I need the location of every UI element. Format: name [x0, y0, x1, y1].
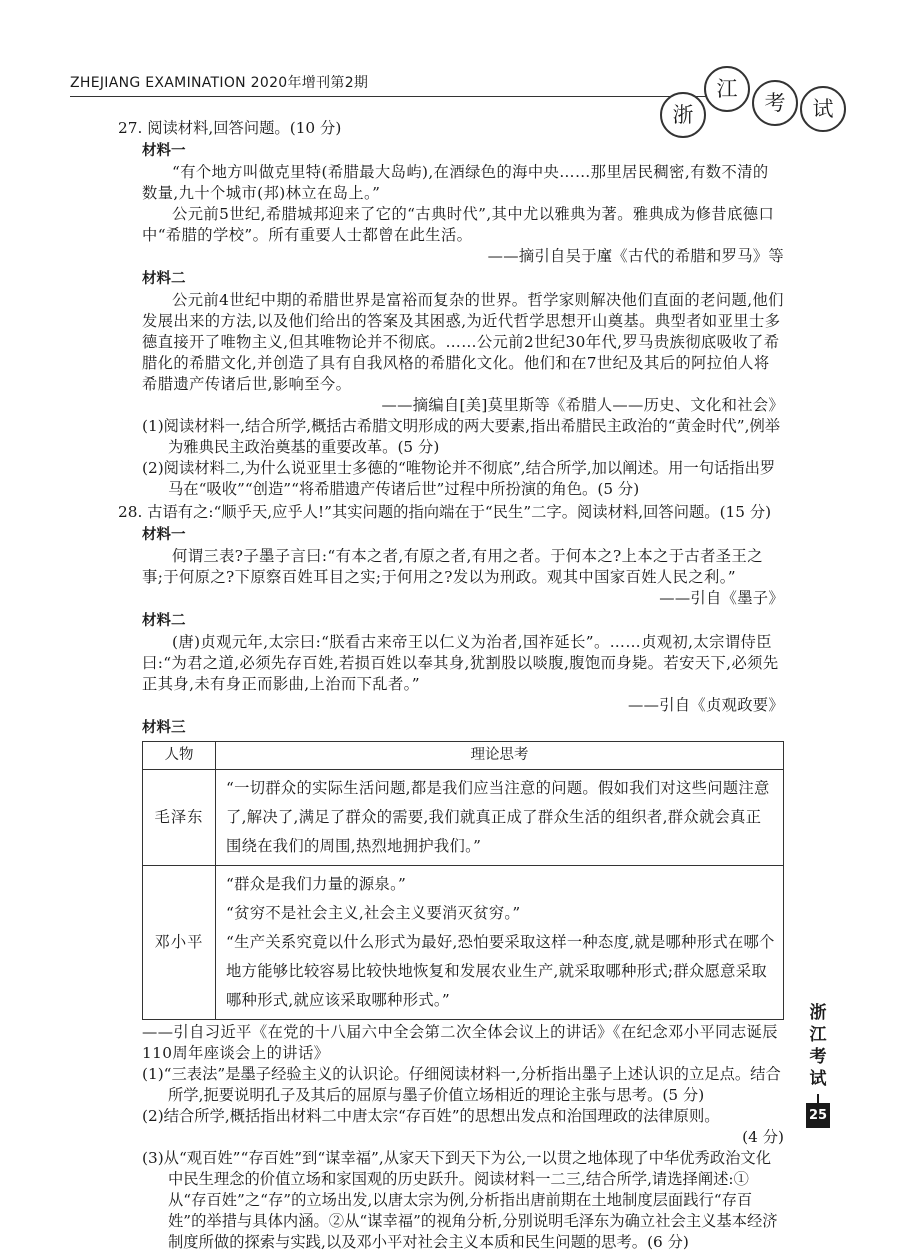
seal-char-3: 考 — [752, 80, 798, 126]
q28-subquestion-2: (2)结合所学,概括指出材料二中唐太宗“存百姓”的思想出发点和治国理政的法律原则。 — [142, 1107, 720, 1125]
side-char: 江 — [809, 1025, 827, 1045]
q27-material-1-para-1: “有个地方叫做克里特(希腊最大岛屿),在酒绿色的海中央……那里居民稠密,有数不清的数量,九十个城市(邦)林立在岛上。” — [142, 163, 769, 202]
q28-material-3-label: 材料三 — [142, 720, 186, 736]
q27-stem: 27. 阅读材料,回答问题。(10 分) — [118, 119, 342, 137]
q27-material-1-source: ——摘引自吴于廑《古代的希腊和罗马》等 — [487, 247, 784, 265]
quote-cell — [216, 866, 784, 1020]
seal-char-1: 浙 — [660, 92, 706, 138]
quote-line: “一切群众的实际生活问题,都是我们应当注意的问题。假如我们对这些问题注意了,解决了,满足了群众的需要,我们就真正成了群众生活的组织者,群众就会真正围绕在我们的周围,热烈地拥护我们。” — [226, 779, 770, 855]
q28-material-1-label: 材料一 — [142, 527, 186, 543]
q27-subquestion-1: (1)阅读材料一,结合所学,概括古希腊文明形成的两大要素,指出希腊民主政治的“黄金时代”,例举为雅典民主政治奠基的重要改革。(5 分) — [142, 417, 781, 456]
side-char: 试 — [809, 1069, 827, 1089]
side-char: 考 — [809, 1047, 827, 1067]
person-name: 邓小平 — [143, 866, 216, 1020]
table-row — [143, 770, 784, 866]
quote-line: “群众是我们力量的源泉。” — [226, 875, 407, 893]
seal-char-2: 江 — [704, 66, 750, 112]
q28-subquestion-1: (1)“三表法”是墨子经验主义的认识论。仔细阅读材料一,分析指出墨子上述认识的立足点。结合所学,扼要说明孔子及其后的屈原与墨子价值立场相近的理论主张与思考。(5 分) — [142, 1065, 781, 1104]
side-char: 浙 — [809, 1003, 827, 1023]
q28-material-3-source: ——引自习近平《在党的十八届六中全会第二次全体会议上的讲话》《在纪念邓小平同志诞辰110周年座谈会上的讲话》 — [142, 1023, 778, 1062]
q27-material-2-para-1: 公元前4世纪中期的希腊世界是富裕而复杂的世界。哲学家则解决他们直面的老问题,他们发展出来的方法,以及他们给出的答案及其困惑,为近代哲学思想开山奠基。典型者如亚里士多德直接开了唯物主义,但其唯物论并不彻底。……公元前2世纪30年代,罗马贵族彻底吸收了希腊化的希腊文化,并创造了具有自我风格的希腊化文化。他们和在7世纪及其后的阿拉伯人将希腊遗产传诸后世,影响至今。 — [142, 291, 784, 393]
q27-material-2-label: 材料二 — [142, 271, 186, 287]
seal-char-4: 试 — [800, 86, 846, 132]
quote-line: “生产关系究竟以什么形式为最好,恐怕要采取这样一种态度,就是哪种形式在哪个地方能够比较容易比较快地恢复和发展农业生产,就采取哪种形式;群众愿意采取哪种形式,就应该采取哪种形式。” — [226, 933, 775, 1009]
page-number: 25 — [806, 1103, 830, 1128]
header-rule — [70, 96, 710, 97]
q27-material-1-label: 材料一 — [142, 143, 186, 159]
q28-subquestion-3: (3)从“观百姓”“存百姓”到“谋幸福”,从家天下到天下为公,一以贯之地体现了中华优秀政治文化中民生理念的价值立场和家国观的历史跃升。阅读材料一二三,结合所学,请选择阐述:①从“存百姓”之“存”的立场出发,以唐太宗为例,分析指出唐前期在土地制度层面践行“存百姓”的举措与具体内涵。②从“谋幸福”的视角分析,分别说明毛泽东为确立社会主义基本经济制度所做的探索与实践,以及邓小平对社会主义本质和民生问题的思考。(6 分) — [142, 1149, 778, 1251]
q28-stem: 28. 古语有之:“顺乎天,应乎人!”其实问题的指向端在于“民生”二字。阅读材料,回答问题。(15 分) — [118, 503, 772, 521]
q27-subquestion-2: (2)阅读材料二,为什么说亚里士多德的“唯物论并不彻底”,结合所学,加以阐述。用一句话指出罗马在“吸收”“创造”“将希腊遗产传诸后世”过程中所扮演的角色。(5 分) — [142, 459, 776, 498]
page-content — [118, 116, 784, 1253]
q28-material-2-source: ——引自《贞观政要》 — [628, 696, 784, 714]
person-name: 毛泽东 — [143, 770, 216, 866]
q28-material-1-para-1: 何谓三表?子墨子言曰:“有本之者,有原之者,有用之者。于何本之?上本之于古者圣王之事;于何原之?下原察百姓耳目之实;于何用之?发以为刑政。观其中国家百姓人民之利。” — [142, 547, 763, 586]
table-header-thinking: 理论思考 — [216, 742, 784, 770]
material-3-table — [142, 741, 784, 1020]
q27-material-1-para-2: 公元前5世纪,希腊城邦迎来了它的“古典时代”,其中尤以雅典为著。雅典成为修昔底德口中“希腊的学校”。所有重要人士都曾在此生活。 — [142, 205, 775, 244]
quote-cell — [216, 770, 784, 866]
table-row — [143, 866, 784, 1020]
q27-material-2-source: ——摘编自[美]莫里斯等《希腊人——历史、文化和社会》 — [381, 396, 784, 414]
journal-title: ZHEJIANG EXAMINATION 2020年增刊第2期 — [70, 75, 369, 91]
q28-material-2-para-1: (唐)贞观元年,太宗曰:“朕看古来帝王以仁义为治者,国祚延长”。……贞观初,太宗谓侍臣曰:“为君之道,必须先存百姓,若损百姓以奉其身,犹割股以啖腹,腹饱而身毙。若安天下,必须先正其身,未有身正而影曲,上治而下乱者。” — [142, 633, 779, 693]
q28-material-1-source: ——引自《墨子》 — [659, 589, 784, 607]
quote-line: “贫穷不是社会主义,社会主义要消灭贫穷。” — [226, 904, 521, 922]
table-header-person: 人物 — [143, 742, 216, 770]
q28-material-2-label: 材料二 — [142, 613, 186, 629]
q28-subquestion-2-score: (4 分) — [742, 1128, 784, 1146]
table-header-row — [143, 742, 784, 770]
